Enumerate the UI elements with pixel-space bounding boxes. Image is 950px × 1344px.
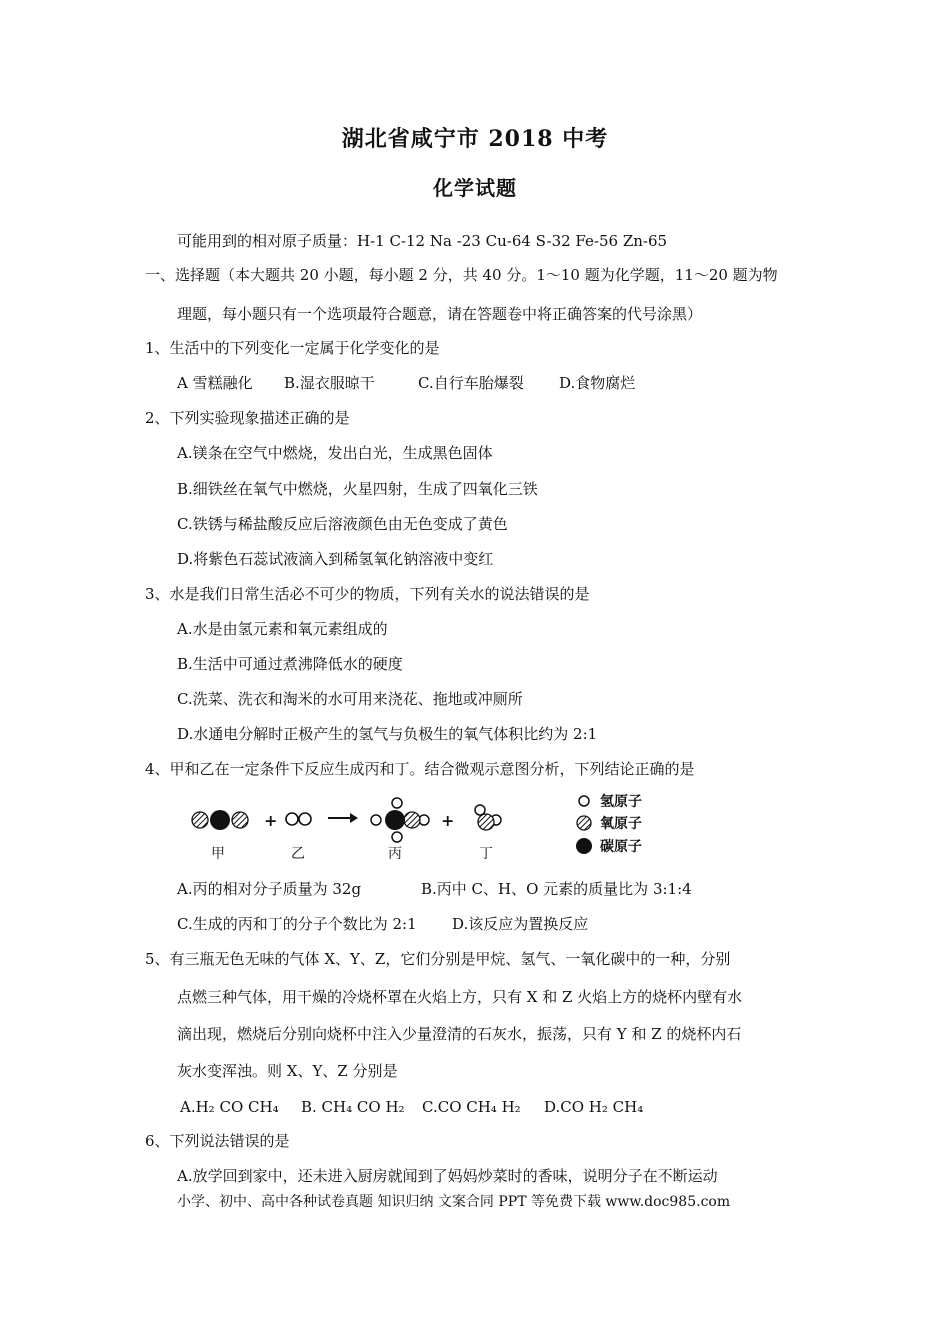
q1-option-a[interactable]: A 雪糕融化 (177, 374, 253, 392)
legend-oxygen: 氧原子 (600, 816, 642, 832)
molecule-bing (371, 798, 429, 842)
page-title: 湖北省咸宁市 2018 中考 (341, 126, 609, 152)
reaction-diagram (186, 792, 666, 872)
q3-stem: 3、水是我们日常生活必不可少的物质，下列有关水的说法错误的是 (145, 585, 590, 603)
q2-stem: 2、下列实验现象描述正确的是 (145, 409, 350, 427)
legend-hydrogen: 氢原子 (600, 794, 642, 810)
q4-option-a[interactable]: A.丙的相对分子质量为 32g (177, 880, 362, 898)
q4-stem: 4、甲和乙在一定条件下反应生成丙和丁。结合微观示意图分析，下列结论正确的是 (145, 760, 695, 778)
q3-option-b[interactable]: B.生活中可通过煮沸降低水的硬度 (177, 655, 403, 673)
q1-options (177, 373, 635, 393)
atomic-masses: 可能用到的相对原子质量：H-1 C-12 Na -23 Cu-64 S-32 Fe-56 Zn-65 (177, 232, 668, 250)
molecule-jia (192, 810, 248, 830)
q5-stem-line4: 灰水变浑浊。则 X、Y、Z 分别是 (177, 1062, 398, 1080)
q4-option-c[interactable]: C.生成的丙和丁的分子个数比为 2:1 (177, 915, 417, 933)
legend-carbon: 碳原子 (600, 839, 642, 855)
q5-stem-line3: 滴出现，燃烧后分别向烧杯中注入少量澄清的石灰水，振荡，只有 Y 和 Z 的烧杯内石 (177, 1025, 742, 1043)
q5-stem-line1: 5、有三瓶无色无味的气体 X、Y、Z，它们分别是甲烷、氢气、一氧化碳中的一种，分别 (145, 950, 731, 968)
q5-option-b[interactable]: B. CH₄ CO H₂ (301, 1098, 405, 1116)
footer-text: 小学、初中、高中各种试卷真题 知识归纳 文案合同 PPT 等免费下载 www.doc985.com (177, 1194, 731, 1210)
q3-option-d[interactable]: D.水通电分解时正极产生的氢气与负极生的氧气体积比约为 2:1 (177, 725, 598, 743)
q2-option-a[interactable]: A.镁条在空气中燃烧，发出白光，生成黑色固体 (177, 444, 493, 462)
q2-option-c[interactable]: C.铁锈与稀盐酸反应后溶液颜色由无色变成了黄色 (177, 515, 508, 533)
plus-sign: + (264, 811, 278, 830)
q4-options-row2 (177, 914, 588, 934)
q1-stem: 1、生活中的下列变化一定属于化学变化的是 (145, 339, 440, 357)
plus-sign: + (441, 811, 455, 830)
q6-stem: 6、下列说法错误的是 (145, 1132, 290, 1150)
legend (576, 793, 642, 855)
q4-option-d[interactable]: D.该反应为置换反应 (452, 915, 589, 933)
q2-option-d[interactable]: D.将紫色石蕊试液滴入到稀氢氧化钠溶液中变红 (177, 550, 494, 568)
q2-option-b[interactable]: B.细铁丝在氧气中燃烧，火星四射，生成了四氧化三铁 (177, 480, 538, 498)
q4-option-b[interactable]: B.丙中 C、H、O 元素的质量比为 3:1:4 (421, 880, 692, 898)
q6-option-a[interactable]: A.放学回到家中，还未进入厨房就闻到了妈妈炒菜时的香味，说明分子在不断运动 (177, 1167, 718, 1185)
arrow-icon (328, 813, 358, 823)
q5-option-a[interactable]: A.H₂ CO CH₄ (180, 1098, 279, 1116)
label-yi: 乙 (291, 846, 305, 862)
q1-option-d[interactable]: D.食物腐烂 (559, 374, 636, 392)
molecule-ding (475, 805, 501, 830)
q1-option-c[interactable]: C.自行车胎爆裂 (418, 374, 524, 392)
label-bing: 丙 (388, 846, 402, 862)
q5-options (180, 1097, 643, 1117)
section-heading-cont: 理题，每小题只有一个选项最符合题意，请在答题卷中将正确答案的代号涂黑） (177, 305, 703, 323)
q5-option-c[interactable]: C.CO CH₄ H₂ (422, 1098, 521, 1116)
label-jia: 甲 (211, 846, 225, 862)
q3-option-a[interactable]: A.水是由氢元素和氧元素组成的 (177, 620, 388, 638)
label-ding: 丁 (479, 846, 493, 862)
page-subtitle: 化学试题 (433, 176, 517, 200)
section-heading: 一、选择题（本大题共 20 小题，每小题 2 分，共 40 分。1～10 题为化学题，11～20 题为物 (145, 266, 778, 284)
q5-stem-line2: 点燃三种气体，用干燥的冷烧杯罩在火焰上方，只有 X 和 Z 火焰上方的烧杯内壁有水 (177, 988, 743, 1006)
q3-option-c[interactable]: C.洗菜、洗衣和淘米的水可用来浇花、拖地或冲厕所 (177, 690, 523, 708)
q1-option-b[interactable]: B.湿衣服晾干 (284, 374, 375, 392)
q4-options-row1 (177, 879, 692, 899)
q5-option-d[interactable]: D.CO H₂ CH₄ (544, 1098, 644, 1116)
molecule-yi (286, 813, 311, 825)
